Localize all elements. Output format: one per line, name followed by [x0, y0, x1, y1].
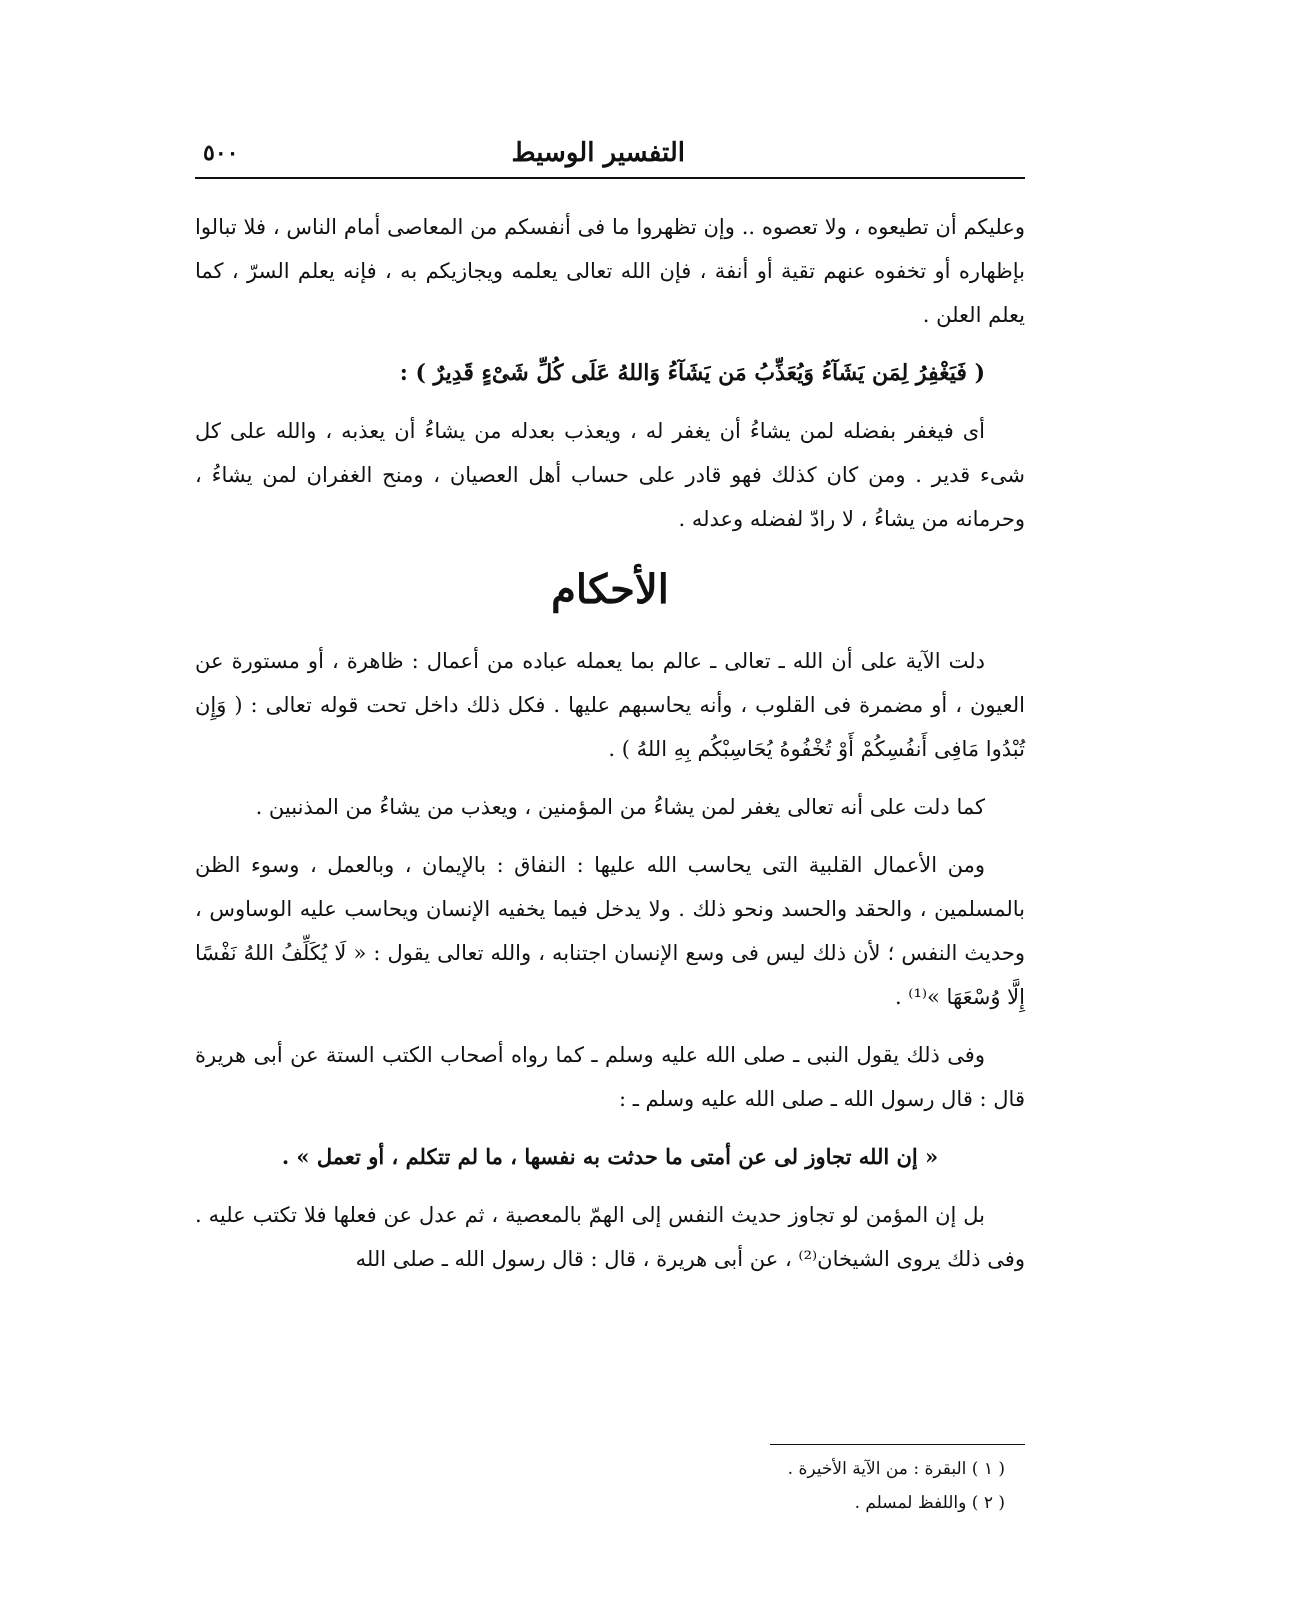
verse-quote: ( فَيَغْفِرُ لِمَن يَشَآءُ وَيُعَذِّبُ مَن يَشَآءُ وَاللهُ عَلَى كُلِّ شَىْءٍ قَدِيرٌ ) :	[399, 360, 985, 386]
header-divider	[195, 177, 1025, 179]
page-header	[195, 130, 1025, 174]
paragraph: وفى ذلك يقول النبى ـ صلى الله عليه وسلم ـ كما رواه أصحاب الكتب الستة عن أبى هريرة قال : قال رسول الله ـ صلى الله عليه وسلم ـ :	[195, 1043, 1025, 1111]
paragraph: وعليكم أن تطيعوه ، ولا تعصوه .. وإن تظهروا ما فى أنفسكم من المعاصى أمام الناس ، فلا تبالوا بإظهاره أو تخفوه عنهم تقية أو أنفة ، فإن الله تعالى يعلمه ويجازيكم به ، فإنه يعلم السرّ ، كما يعلم العلن .	[195, 215, 1025, 327]
paragraph: دلت الآية على أن الله ـ تعالى ـ عالم بما يعمله عباده من أعمال : ظاهرة ، أو مستورة عن العيون ، أو مضمرة فى القلوب ، وأنه يحاسبهم عليها . فكل ذلك داخل تحت قوله تعالى : ( وَإِن تُبْدُوا مَافِى أَنفُسِكُمْ أَوْ تُخْفُوهُ يُحَاسِبْكُم بِهِ اللهُ ) .	[195, 649, 1025, 761]
page-number: ٥٠٠	[203, 140, 239, 166]
section-heading: الأحكام	[551, 566, 669, 613]
footnote-1: ( ١ ) البقرة : من الآية الأخيرة .	[787, 1459, 1005, 1479]
paragraph: ومن الأعمال القلبية التى يحاسب الله عليها : النفاق : بالإيمان ، وبالعمل ، وسوء الظن بالمسلمين ، والحقد والحسد ونحو ذلك . ولا يدخل فيما يخفيه الإنسان ويحاسب عليه الوساوس ، وحديث النفس ؛ لأن ذلك ليس فى وسع الإنسان اجتنابه ، والله تعالى يقول : « لَا يُكَلِّفُ اللهُ نَفْسًا إِلَّا وُسْعَهَا »⁽¹⁾ .	[195, 853, 1025, 1009]
hadith-quote: « إن الله تجاوز لى عن أمتى ما حدثت به نفسها ، ما لم تتكلم ، أو تعمل » .	[281, 1144, 939, 1169]
paragraph: أى فيغفر بفضله لمن يشاءُ أن يغفر له ، ويعذب بعدله من يشاءُ أن يعذبه ، والله على كل شىء قدير . ومن كان كذلك فهو قادر على حساب أهل العصيان ، ومنح الغفران لمن يشاءُ ، وحرمانه من يشاءُ ، لا رادّ لفضله وعدله .	[195, 419, 1025, 531]
footnote-2: ( ٢ ) واللفظ لمسلم .	[854, 1493, 1005, 1513]
footnotes	[600, 1452, 1005, 1520]
paragraph: بل إن المؤمن لو تجاوز حديث النفس إلى الهمّ بالمعصية ، ثم عدل عن فعلها فلا تكتب عليه . وفى ذلك يروى الشيخان⁽²⁾ ، عن أبى هريرة ، قال : قال رسول الله ـ صلى الله	[195, 1203, 1025, 1271]
footnote-divider	[770, 1444, 1025, 1445]
running-title: التفسير الوسيط	[511, 138, 685, 168]
page-body	[195, 205, 1025, 1295]
paragraph: كما دلت على أنه تعالى يغفر لمن يشاءُ من المؤمنين ، ويعذب من يشاءُ من المذنبين .	[255, 795, 985, 819]
